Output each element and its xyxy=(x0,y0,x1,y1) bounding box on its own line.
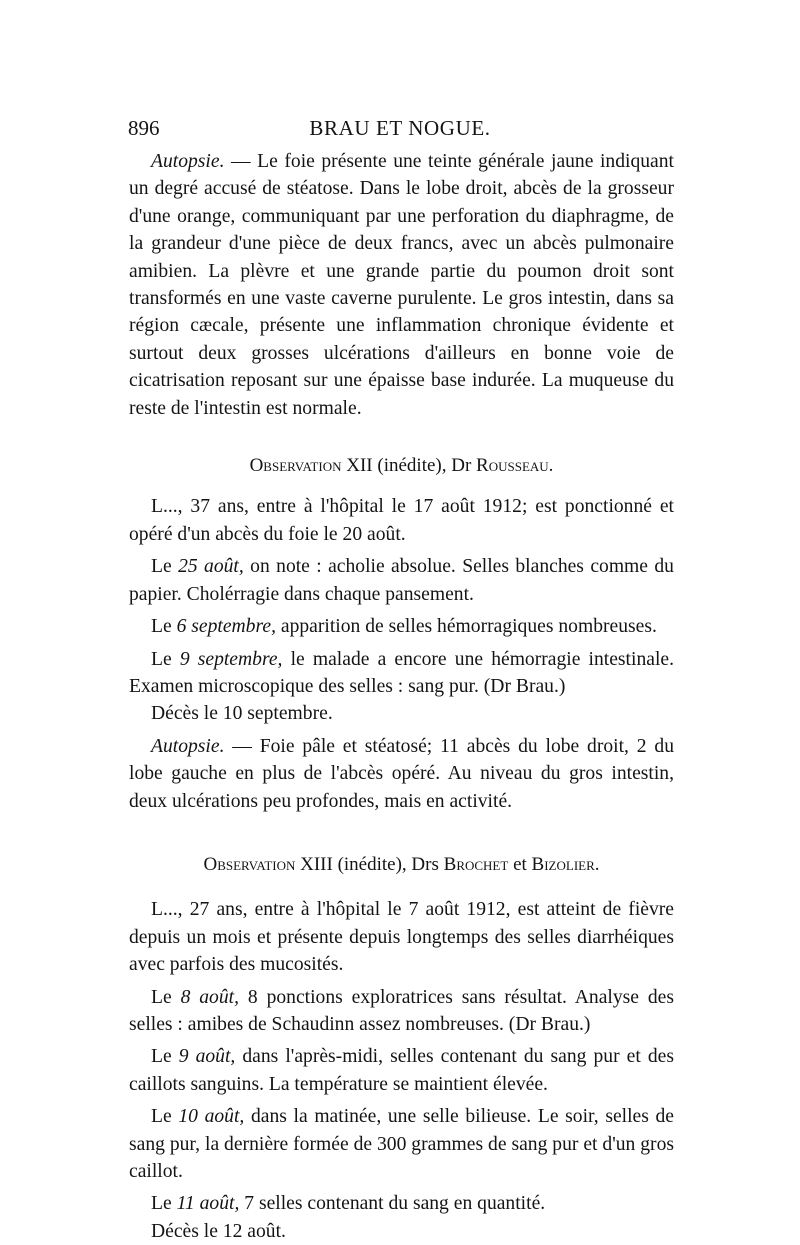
obs12-paragraph-1: L..., 37 ans, entre à l'hôpital le 17 août 1912; est ponctionné et opéré d'un abcès du foie le 20 août. xyxy=(129,496,674,545)
obs12-date-3: 9 septembre, xyxy=(179,648,283,670)
obs13-date-3: 10 août, xyxy=(178,1106,245,1128)
obs13-date-1: 8 août, xyxy=(180,986,239,1008)
autopsy-paragraph xyxy=(129,148,674,422)
obs12-date-2: 6 septembre, xyxy=(176,616,276,638)
observation-xiii-heading: Observation XIII (inédite), Drs Brochet et Bizolier. xyxy=(203,853,600,875)
obs12-paragraph-3: Le 6 septembre, apparition de selles hémorragiques nombreuses. xyxy=(151,616,657,638)
obs12-paragraph-5: Décès le 10 septembre. xyxy=(151,703,333,725)
obs13-paragraph-4: Le 10 août, dans la matinée, une selle bilieuse. Le soir, selles de sang pur, la dernière formée de 300 grammes de sang pur et d'un gros caillot. xyxy=(129,1106,674,1182)
obs13-paragraph-1: L..., 27 ans, entre à l'hôpital le 7 août 1912, est atteint de fièvre depuis un mois et présente depuis longtemps des selles diarrhéiques avec parfois des mucosités. xyxy=(129,899,674,976)
obs12-paragraph-4: Le 9 septembre, le malade a encore une hémorragie intestinale. Examen microscopique des selles : sang pur. (Dr Brau.) xyxy=(129,648,674,697)
page-body xyxy=(129,148,674,1245)
page-number: 896 xyxy=(128,116,160,140)
obs13-date-4: 11 août, xyxy=(176,1193,240,1215)
obs13-paragraph-6: Décès le 12 août. xyxy=(151,1220,286,1242)
obs12-autopsy-paragraph: Autopsie. — Foie pâle et stéatosé; 11 abcès du lobe droit, 2 du lobe gauche en plus de l'abcès opéré. Au niveau du gros intestin, deux ulcérations peu profondes, mais en activité. xyxy=(129,735,674,812)
obs13-paragraph-5: Le 11 août, 7 selles contenant du sang en quantité. xyxy=(151,1193,546,1215)
observation-xii-heading: Observation XII (inédite), Dr Rousseau. xyxy=(249,455,554,477)
obs13-date-2: 9 août, xyxy=(178,1046,236,1068)
obs12-autopsy-lead: Autopsie. xyxy=(151,735,225,757)
autopsy-lead: Autopsie. xyxy=(151,151,225,172)
obs13-paragraph-2: Le 8 août, 8 ponctions exploratrices sans résultat. Analyse des selles : amibes de Schaudinn assez nombreuses. (Dr Brau.) xyxy=(129,986,674,1035)
obs13-paragraph-3: Le 9 août, dans l'après-midi, selles contenant du sang pur et des caillots sanguins. La température se maintient élevée. xyxy=(129,1046,674,1095)
running-title: BRAU ET NOGUE. xyxy=(309,116,491,140)
autopsy-text: — Le foie présente une teinte générale jaune indiquant un degré accusé de stéatose. Dans le lobe droit, abcès de la grosseur d'une orange, communiquant par une perforation du diaphragme, de la grandeur d'une pièce de deux francs, avec un abcès pulmonaire amibien. La plèvre et une grande partie du poumon droit sont transformés en une vaste caverne purulente. Le gros intestin, dans sa région cæcale, présente une inflammation chronique évidente et surtout deux grosses ulcérations d'ailleurs en bonne voie de cicatrisation reposant sur une épaisse base indurée. La muqueuse du reste de l'intestin est normale. xyxy=(129,151,674,419)
obs12-paragraph-2: Le 25 août, on note : acholie absolue. Selles blanches comme du papier. Cholérragie dans chaque pansement. xyxy=(129,556,674,605)
obs12-date-1: 25 août, xyxy=(178,556,244,578)
